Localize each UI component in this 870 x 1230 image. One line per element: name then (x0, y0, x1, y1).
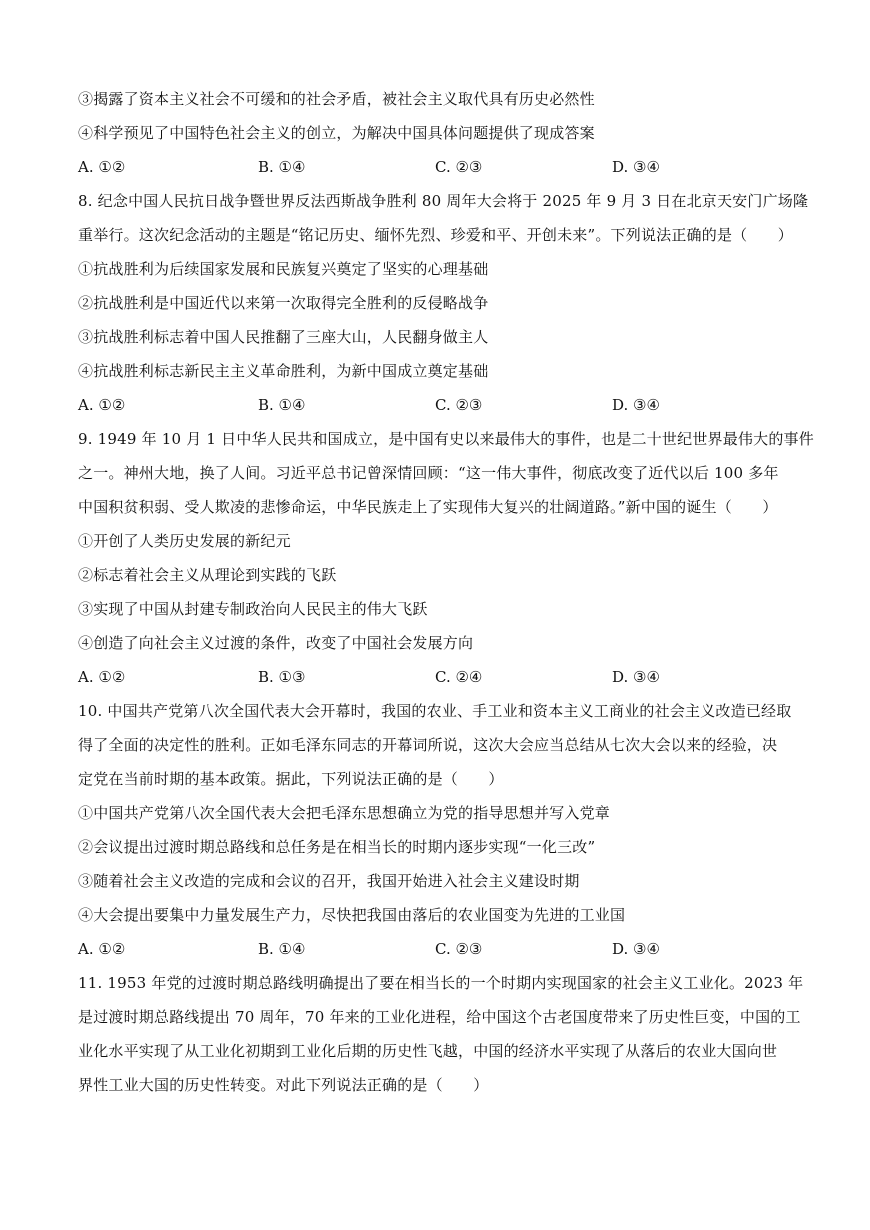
q10-option-b: B. ①④ (258, 940, 306, 958)
question-7-tail (78, 82, 798, 184)
q9-item-2: ②标志着社会主义从理论到实践的飞跃 (78, 566, 337, 584)
q8-item-1: ①抗战胜利为后续国家发展和民族复兴奠定了坚实的心理基础 (78, 260, 489, 278)
q8-option-d: D. ③④ (612, 396, 660, 414)
q7-option-d: D. ③④ (612, 158, 660, 176)
q10-stem-line-3: 定党在当前时期的基本政策。据此，下列说法正确的是（ ） (78, 770, 504, 788)
q10-item-1: ①中国共产党第八次全国代表大会把毛泽东思想确立为党的指导思想并写入党章 (78, 804, 611, 822)
question-9 (78, 422, 814, 694)
q10-item-4: ④大会提出要集中力量发展生产力，尽快把我国由落后的农业国变为先进的工业国 (78, 906, 626, 924)
q10-item-3: ③随着社会主义改造的完成和会议的召开，我国开始进入社会主义建设时期 (78, 872, 580, 890)
q9-options (78, 660, 798, 694)
q9-item-4: ④创造了向社会主义过渡的条件，改变了中国社会发展方向 (78, 634, 474, 652)
q10-option-d: D. ③④ (612, 940, 660, 958)
q11-stem-line-1: 11. 1953 年党的过渡时期总路线明确提出了要在相当长的一个时期内实现国家的社会主义工业化。2023 年 (78, 974, 804, 992)
q7-option-a: A. ①② (78, 158, 126, 176)
q10-option-c: C. ②③ (435, 940, 483, 958)
q11-stem-line-3: 业化水平实现了从工业化初期到工业化后期的历史性飞越，中国的经济水平实现了从落后的农业大国向世 (78, 1042, 778, 1060)
q8-option-c: C. ②③ (435, 396, 483, 414)
q11-stem-line-2: 是过渡时期总路线提出 70 周年，70 年来的工业化进程，给中国这个古老国度带来了历史性巨变，中国的工 (78, 1008, 801, 1026)
q8-item-4: ④抗战胜利标志新民主主义革命胜利，为新中国成立奠定基础 (78, 362, 489, 380)
q7-item-4: ④科学预见了中国特色社会主义的创立，为解决中国具体问题提供了现成答案 (78, 124, 595, 142)
q10-item-2: ②会议提出过渡时期总路线和总任务是在相当长的时期内逐步实现“一化三改” (78, 838, 596, 856)
q9-item-3: ③实现了中国从封建专制政治向人民民主的伟大飞跃 (78, 600, 428, 618)
q11-stem-line-4: 界性工业大国的历史性转变。对此下列说法正确的是（ ） (78, 1076, 489, 1094)
question-10 (78, 694, 798, 966)
q8-stem-line-2: 重举行。这次纪念活动的主题是“铭记历史、缅怀先烈、珍爱和平、开创未来”。下列说法正确的是（ ） (78, 226, 793, 244)
question-8 (78, 184, 809, 422)
q8-options (78, 388, 798, 422)
q10-stem-line-2: 得了全面的决定性的胜利。正如毛泽东同志的开幕词所说，这次大会应当总结从七次大会以来的经验，决 (78, 736, 778, 754)
q9-option-b: B. ①③ (258, 668, 306, 686)
q9-option-c: C. ②④ (435, 668, 483, 686)
q10-stem-line-1: 10. 中国共产党第八次全国代表大会开幕时，我国的农业、手工业和资本主义工商业的社会主义改造已经取 (78, 702, 792, 720)
exam-page (78, 82, 814, 1102)
q8-option-a: A. ①② (78, 396, 126, 414)
q9-stem-line-3: 中国积贫积弱、受人欺凌的悲惨命运，中华民族走上了实现伟大复兴的壮阔道路。”新中国的诞生（ ） (78, 498, 778, 516)
q8-option-b: B. ①④ (258, 396, 306, 414)
question-11 (78, 966, 804, 1102)
q8-item-2: ②抗战胜利是中国近代以来第一次取得完全胜利的反侵略战争 (78, 294, 489, 312)
q9-stem-line-1: 9. 1949 年 10 月 1 日中华人民共和国成立，是中国有史以来最伟大的事件，也是二十世纪世界最伟大的事件 (78, 430, 814, 448)
q10-option-a: A. ①② (78, 940, 126, 958)
q9-option-d: D. ③④ (612, 668, 660, 686)
q9-option-a: A. ①② (78, 668, 126, 686)
q7-options (78, 150, 798, 184)
q7-item-3: ③揭露了资本主义社会不可缓和的社会矛盾，被社会主义取代具有历史必然性 (78, 90, 595, 108)
q7-option-b: B. ①④ (258, 158, 306, 176)
q8-stem-line-1: 8. 纪念中国人民抗日战争暨世界反法西斯战争胜利 80 周年大会将于 2025 年 9 月 3 日在北京天安门广场隆 (78, 192, 809, 210)
q9-stem-line-2: 之一。神州大地，换了人间。习近平总书记曾深情回顾：“这一伟大事件，彻底改变了近代以后 100 多年 (78, 464, 779, 482)
q8-item-3: ③抗战胜利标志着中国人民推翻了三座大山，人民翻身做主人 (78, 328, 489, 346)
q9-item-1: ①开创了人类历史发展的新纪元 (78, 532, 291, 550)
q7-option-c: C. ②③ (435, 158, 483, 176)
q10-options (78, 932, 798, 966)
